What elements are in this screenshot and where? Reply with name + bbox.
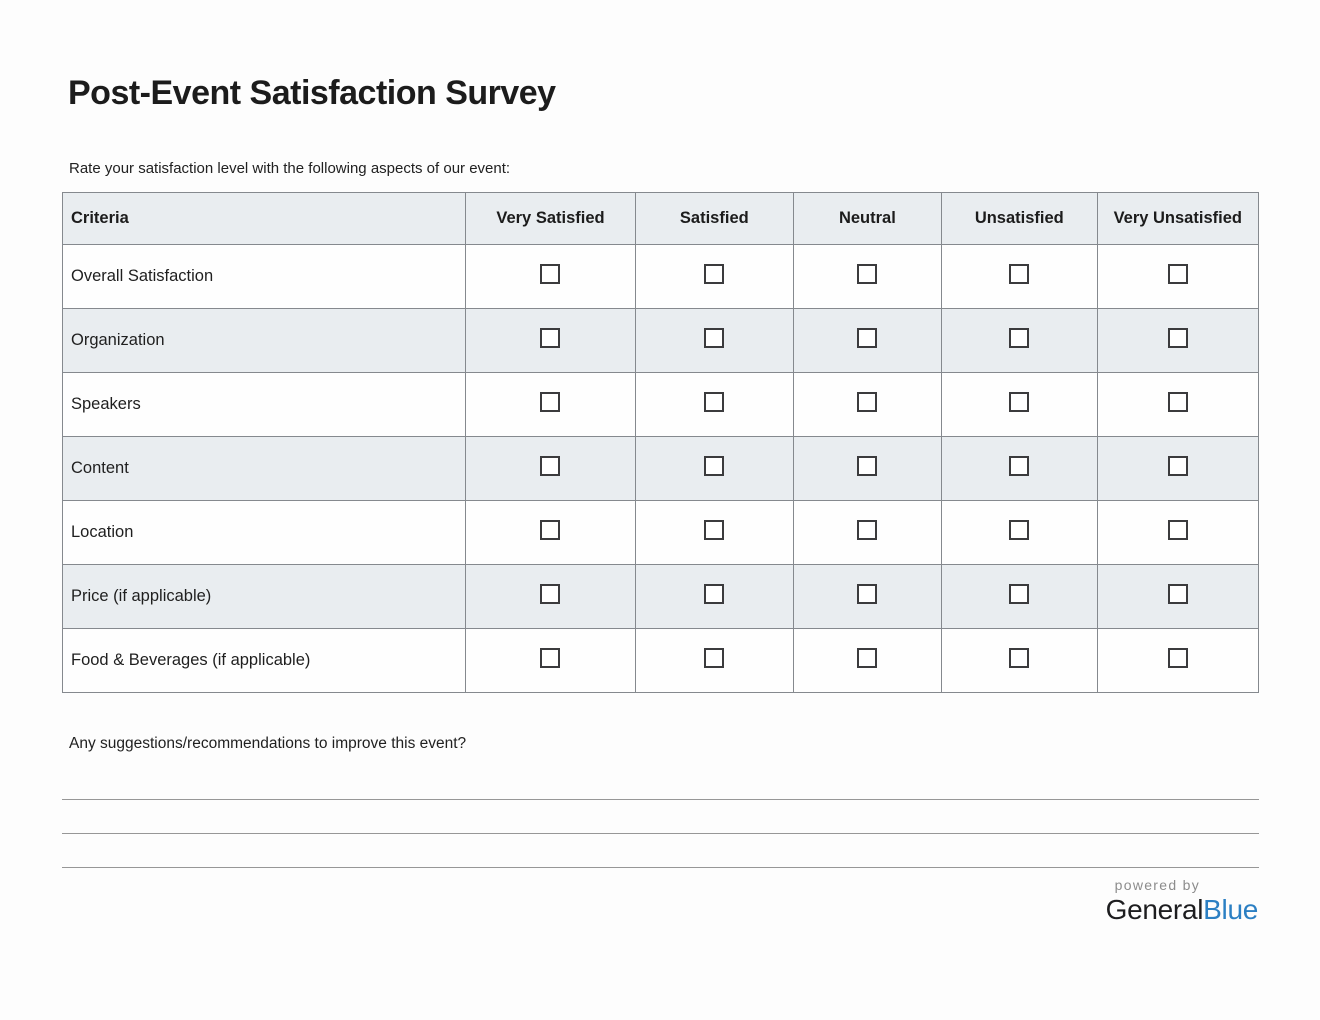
table-row <box>63 629 1259 693</box>
criteria-cell: Speakers <box>63 373 466 437</box>
rating-cell <box>793 565 941 629</box>
table-row <box>63 373 1259 437</box>
checkbox-overall-satisfaction-very-unsatisfied[interactable] <box>1168 264 1188 284</box>
rating-cell <box>466 373 636 437</box>
rating-cell <box>942 309 1097 373</box>
document-page <box>62 0 1259 868</box>
rating-cell <box>466 629 636 693</box>
rating-cell <box>793 629 941 693</box>
checkbox-price-if-applicable-unsatisfied[interactable] <box>1009 584 1029 604</box>
table-row <box>63 437 1259 501</box>
brand-wordmark <box>1106 894 1258 926</box>
checkbox-organization-satisfied[interactable] <box>704 328 724 348</box>
checkbox-speakers-very-satisfied[interactable] <box>540 392 560 412</box>
rating-cell <box>942 373 1097 437</box>
criteria-cell: Price (if applicable) <box>63 565 466 629</box>
rating-cell <box>635 373 793 437</box>
checkbox-location-very-satisfied[interactable] <box>540 520 560 540</box>
suggestion-line[interactable] <box>62 800 1259 834</box>
checkbox-location-satisfied[interactable] <box>704 520 724 540</box>
column-header-satisfied: Satisfied <box>635 193 793 245</box>
rating-cell <box>635 437 793 501</box>
checkbox-location-very-unsatisfied[interactable] <box>1168 520 1188 540</box>
table-row <box>63 309 1259 373</box>
rating-cell <box>942 501 1097 565</box>
checkbox-food-beverages-if-applicable-satisfied[interactable] <box>704 648 724 668</box>
rating-cell <box>793 437 941 501</box>
checkbox-overall-satisfaction-neutral[interactable] <box>857 264 877 284</box>
rating-cell <box>942 437 1097 501</box>
checkbox-overall-satisfaction-very-satisfied[interactable] <box>540 264 560 284</box>
satisfaction-table <box>62 192 1259 693</box>
rating-cell <box>466 437 636 501</box>
rating-cell <box>466 501 636 565</box>
checkbox-organization-unsatisfied[interactable] <box>1009 328 1029 348</box>
brand-blue-text: Blue <box>1203 894 1258 925</box>
table-header-row <box>63 193 1259 245</box>
criteria-cell: Overall Satisfaction <box>63 245 466 309</box>
checkbox-organization-neutral[interactable] <box>857 328 877 348</box>
checkbox-content-very-unsatisfied[interactable] <box>1168 456 1188 476</box>
suggestion-line[interactable] <box>62 834 1259 868</box>
checkbox-food-beverages-if-applicable-neutral[interactable] <box>857 648 877 668</box>
rating-cell <box>1097 309 1258 373</box>
rating-cell <box>635 629 793 693</box>
checkbox-food-beverages-if-applicable-very-unsatisfied[interactable] <box>1168 648 1188 668</box>
brand-general-text: General <box>1105 894 1204 925</box>
checkbox-speakers-very-unsatisfied[interactable] <box>1168 392 1188 412</box>
checkbox-price-if-applicable-very-satisfied[interactable] <box>540 584 560 604</box>
checkbox-organization-very-unsatisfied[interactable] <box>1168 328 1188 348</box>
column-header-very-unsatisfied: Very Unsatisfied <box>1097 193 1258 245</box>
rating-cell <box>942 245 1097 309</box>
checkbox-location-unsatisfied[interactable] <box>1009 520 1029 540</box>
suggestion-question: Any suggestions/recommendations to improve this event? <box>69 735 467 752</box>
rating-cell <box>793 245 941 309</box>
table-row <box>63 565 1259 629</box>
checkbox-overall-satisfaction-satisfied[interactable] <box>704 264 724 284</box>
checkbox-price-if-applicable-very-unsatisfied[interactable] <box>1168 584 1188 604</box>
rating-cell <box>1097 501 1258 565</box>
rating-cell <box>1097 565 1258 629</box>
checkbox-food-beverages-if-applicable-unsatisfied[interactable] <box>1009 648 1029 668</box>
checkbox-location-neutral[interactable] <box>857 520 877 540</box>
rating-cell <box>942 629 1097 693</box>
rating-cell <box>635 309 793 373</box>
rating-cell <box>1097 373 1258 437</box>
table-row <box>63 245 1259 309</box>
criteria-cell: Location <box>63 501 466 565</box>
rating-cell <box>1097 245 1258 309</box>
powered-by-text: powered by <box>1114 877 1201 893</box>
rating-cell <box>793 373 941 437</box>
suggestion-lines <box>62 760 1259 868</box>
checkbox-speakers-unsatisfied[interactable] <box>1009 392 1029 412</box>
rating-cell <box>635 501 793 565</box>
page-title: Post-Event Satisfaction Survey <box>68 74 556 112</box>
rating-cell <box>635 245 793 309</box>
rating-cell <box>1097 629 1258 693</box>
column-header-criteria: Criteria <box>63 193 466 245</box>
rating-cell <box>635 565 793 629</box>
rating-cell <box>793 501 941 565</box>
rating-cell <box>466 565 636 629</box>
instruction-text: Rate your satisfaction level with the following aspects of our event: <box>69 160 511 177</box>
checkbox-content-satisfied[interactable] <box>704 456 724 476</box>
checkbox-organization-very-satisfied[interactable] <box>540 328 560 348</box>
checkbox-price-if-applicable-satisfied[interactable] <box>704 584 724 604</box>
checkbox-content-neutral[interactable] <box>857 456 877 476</box>
criteria-cell: Content <box>63 437 466 501</box>
rating-cell <box>942 565 1097 629</box>
rating-cell <box>466 245 636 309</box>
checkbox-content-very-satisfied[interactable] <box>540 456 560 476</box>
suggestion-line[interactable] <box>62 760 1259 800</box>
rating-cell <box>793 309 941 373</box>
checkbox-speakers-satisfied[interactable] <box>704 392 724 412</box>
column-header-unsatisfied: Unsatisfied <box>942 193 1097 245</box>
table-row <box>63 501 1259 565</box>
column-header-neutral: Neutral <box>793 193 941 245</box>
checkbox-overall-satisfaction-unsatisfied[interactable] <box>1009 264 1029 284</box>
rating-cell <box>1097 437 1258 501</box>
checkbox-price-if-applicable-neutral[interactable] <box>857 584 877 604</box>
checkbox-content-unsatisfied[interactable] <box>1009 456 1029 476</box>
criteria-cell: Organization <box>63 309 466 373</box>
checkbox-speakers-neutral[interactable] <box>857 392 877 412</box>
column-header-very-satisfied: Very Satisfied <box>466 193 636 245</box>
criteria-cell: Food & Beverages (if applicable) <box>63 629 466 693</box>
checkbox-food-beverages-if-applicable-very-satisfied[interactable] <box>540 648 560 668</box>
brand-logo <box>1106 877 1258 926</box>
rating-cell <box>466 309 636 373</box>
